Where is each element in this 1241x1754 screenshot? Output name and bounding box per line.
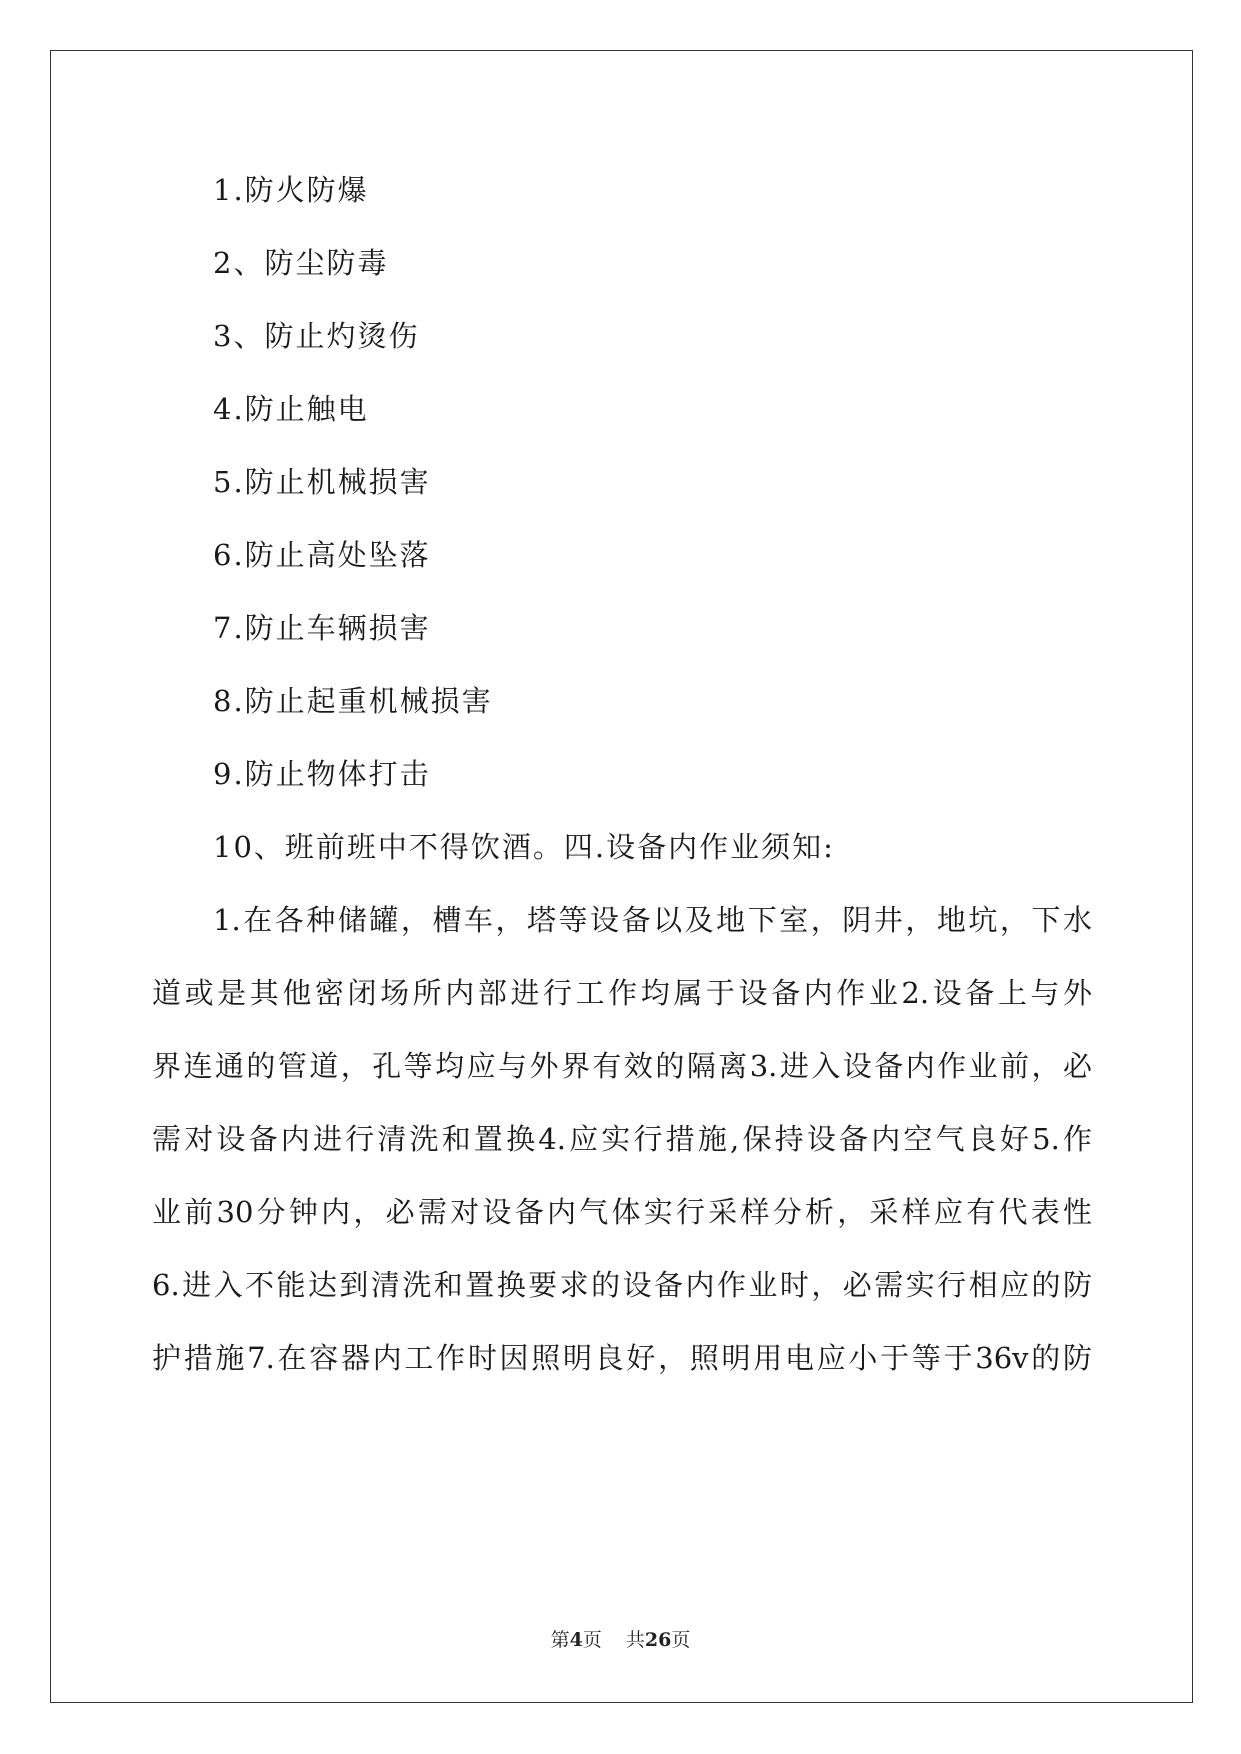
list-item: 3、防止灼烫伤 xyxy=(213,319,420,353)
list-item: 5.防止机械损害 xyxy=(213,465,431,499)
paragraph-line: 1.在各种储罐，槽车，塔等设备以及地下室，阴井，地坑，下水 xyxy=(213,903,1092,937)
list-item: 2、防尘防毒 xyxy=(213,246,389,280)
paragraph-line: 界连通的管道，孔等均应与外界有效的隔离3.进入设备内作业前，必 xyxy=(152,1049,1092,1083)
total-unit: 页 xyxy=(671,1629,691,1651)
list-item: 7.防止车辆损害 xyxy=(213,611,431,645)
paragraph-line: 护措施7.在容器内工作时因照明良好，照明用电应小于等于36v的防 xyxy=(152,1341,1092,1375)
page-unit: 页 xyxy=(582,1629,602,1651)
list-item: 9.防止物体打击 xyxy=(213,757,431,791)
paragraph-line: 需对设备内进行清洗和置换4.应实行措施,保持设备内空气良好5.作 xyxy=(152,1122,1092,1156)
list-item: 8.防止起重机械损害 xyxy=(213,684,493,718)
page-border xyxy=(50,50,1193,1703)
list-item: 1.防火防爆 xyxy=(213,173,369,207)
list-item: 4.防止触电 xyxy=(213,392,369,426)
page-total: 26 xyxy=(644,1629,672,1651)
page-footer xyxy=(0,1628,1241,1652)
paragraph-line: 道或是其他密闭场所内部进行工作均属于设备内作业2.设备上与外 xyxy=(152,976,1092,1010)
total-prefix: 共 xyxy=(625,1629,645,1651)
list-item: 6.防止高处坠落 xyxy=(213,538,431,572)
paragraph-line: 业前30分钟内，必需对设备内气体实行采样分析，采样应有代表性 xyxy=(152,1195,1092,1229)
paragraph-line: 6.进入不能达到清洗和置换要求的设备内作业时，必需实行相应的防 xyxy=(152,1268,1092,1302)
list-item: 10、班前班中不得饮酒。四.设备内作业须知: xyxy=(213,830,835,864)
page-prefix: 第 xyxy=(550,1629,570,1651)
page-current: 4 xyxy=(569,1629,583,1651)
